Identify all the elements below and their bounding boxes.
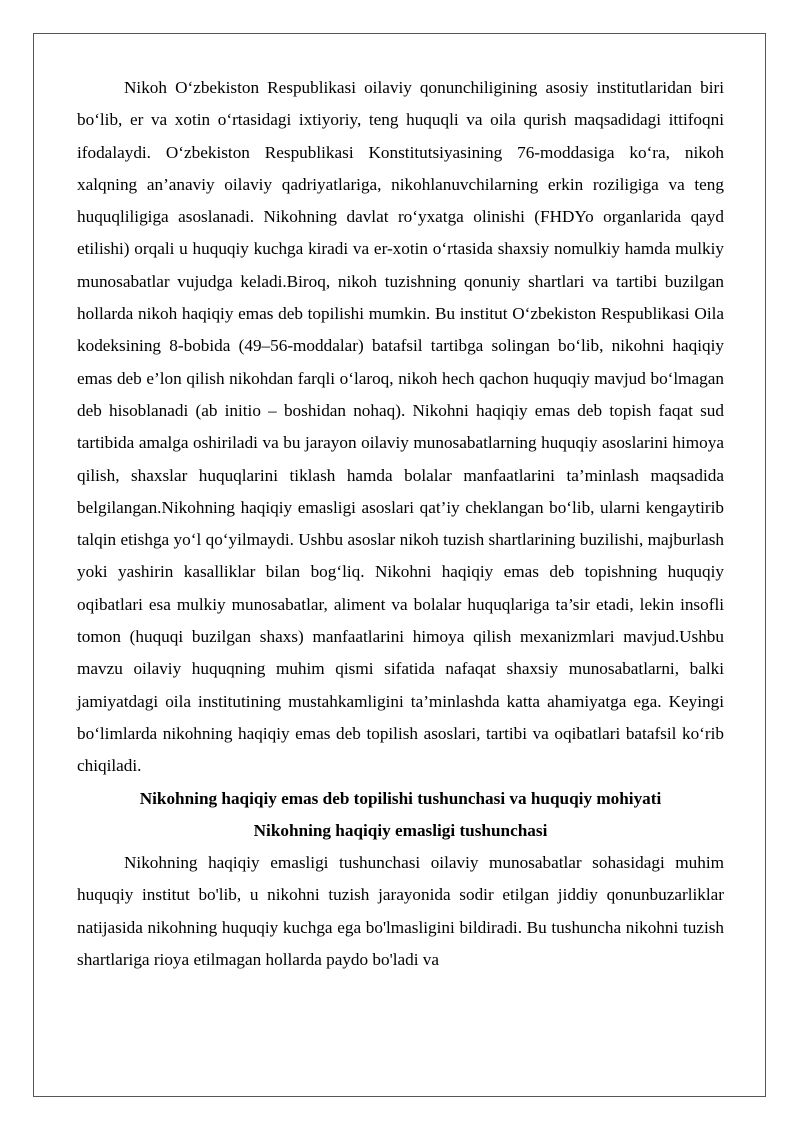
section-heading: Nikohning haqiqiy emas deb topilishi tushunchasi va huquqiy mohiyati <box>139 788 662 808</box>
body-paragraph: Nikohning haqiqiy emasligi tushunchasi oilaviy munosabatlar sohasidagi muhim huquqiy institut bo'lib, u nikohni tuzish jarayonida sodir etilgan jiddiy qonunbuzarliklar natijasida nikohning huquqiy kuchga ega bo'lmasligini bildiradi. Bu tushuncha nikohni tuzish shartlariga rioya etilmagan hollarda paydo bo'ladi va <box>77 853 724 970</box>
subsection-heading: Nikohning haqiqiy emasligi tushunchasi <box>253 820 548 840</box>
intro-paragraph: Nikoh O‘zbekiston Respublikasi oilaviy qonunchiligining asosiy institutlaridan biri bo‘lib, er va xotin o‘rtasidagi ixtiyoriy, teng huquqli va oila qurish maqsadidagi ittifoqni ifodalaydi. O‘zbekiston Respublikasi Konstitutsiyasining 76-moddasiga ko‘ra, nikoh xalqning an’anaviy oilaviy qadriyatlariga, nikohlanuvchilarning erkin roziligiga va teng huquqliligiga asoslanadi. Nikohning davlat ro‘yxatga olinishi (FHDYo organlarida qayd etilishi) orqali u huquqiy kuchga kiradi va er-xotin o‘rtasida shaxsiy nomulkiy hamda mulkiy munosabatlar vujudga keladi.Biroq, nikoh tuzishning qonuniy shartlari va tartibi buzilgan hollarda nikoh haqiqiy emas deb topilishi mumkin. Bu institut O‘zbekiston Respublikasi Oila kodeksining 8-bobida (49–56-moddalar) batafsil tartibga solingan bo‘lib, nikohni haqiqiy emas deb e’lon qilish nikohdan farqli o‘laroq, nikoh hech qachon huquqiy mavjud bo‘lmagan deb hisoblanadi (ab initio – boshidan nohaq). Nikohni haqiqiy emas deb topish faqat sud tartibida amalga oshiriladi va bu jarayon oilaviy munosabatlarning huquqiy asoslarini himoya qilish, shaxslar huquqlarini tiklash hamda bolalar manfaatlarini ta’minlash maqsadida belgilangan.Nikohning haqiqiy emasligi asoslari qat’iy cheklangan bo‘lib, ularni kengaytirib talqin etishga yo‘l qo‘yilmaydi. Ushbu asoslar nikoh tuzish shartlarining buzilishi, majburlash yoki yashirin kasalliklar bilan bog‘liq. Nikohni haqiqiy emas deb topishning huquqiy oqibatlari esa mulkiy munosabatlar, aliment va bolalar huquqlariga ta’sir etadi, lekin insofli tomon (huquqi buzilgan shaxs) manfaatlarini himoya qilish mexanizmlari mavjud.Ushbu mavzu oilaviy huquqning muhim qismi sifatida nafaqat shaxsiy munosabatlarni, balki jamiyatdagi oila institutining mustahkamligini ta’minlashda katta ahamiyatga ega. Keyingi bo‘limlarda nikohning haqiqiy emas deb topilish asoslari, tartibi va oqibatlari batafsil ko‘rib chiqiladi. <box>77 78 724 776</box>
document-body <box>77 72 724 976</box>
